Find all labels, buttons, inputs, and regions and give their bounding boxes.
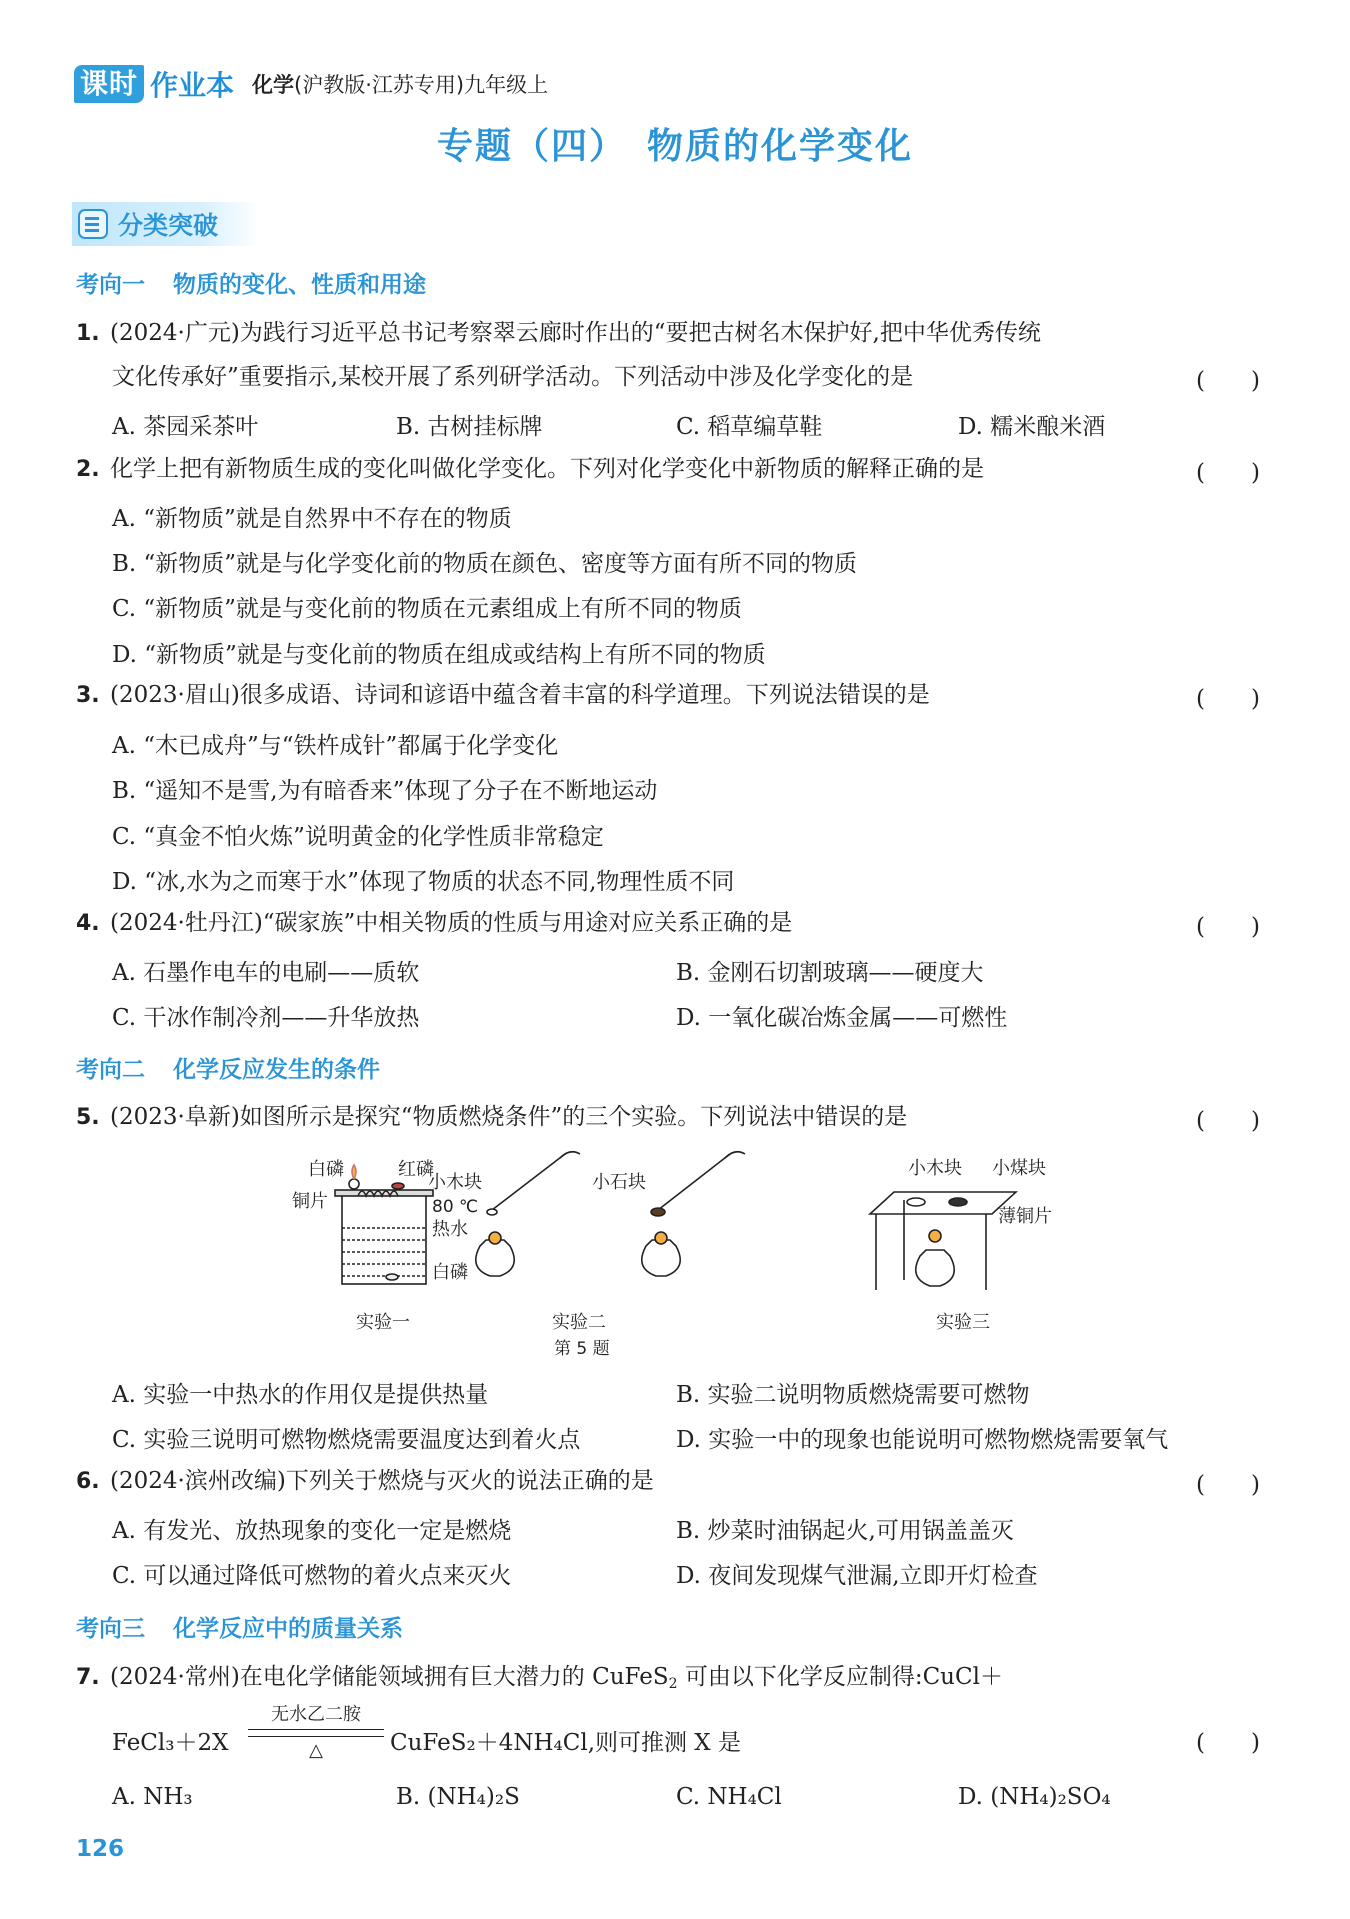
exp2-wood: 小木块: [428, 1172, 482, 1193]
q1-option-d: D. 糯米酿米酒: [958, 414, 1106, 440]
q2-option-b: B. “新物质”就是与化学变化前的物质在颜色、密度等方面有所不同的物质: [112, 551, 858, 577]
topic-heading-1: 考向一 物质的变化、性质和用途: [76, 272, 426, 298]
q3-option-a: A. “木已成舟”与“铁杵成针”都属于化学变化: [112, 733, 559, 759]
exp3-wood: 小木块: [908, 1158, 962, 1179]
q7-option-d: D. (NH₄)₂SO₄: [958, 1784, 1111, 1810]
exp2-stone: 小石块: [592, 1172, 646, 1193]
figure-caption: 第 5 题: [554, 1339, 610, 1359]
brand-logo: 课时: [74, 65, 144, 103]
equation-condition-above: 无水乙二胺: [271, 1704, 361, 1725]
section-banner: [72, 202, 260, 246]
q1-option-b: B. 古树挂标牌: [396, 414, 543, 440]
q5-option-d: D. 实验一中的现象也能说明可燃物燃烧需要氧气: [676, 1427, 1169, 1453]
experiment-2-apparatus: [476, 1152, 745, 1276]
q1-option-a: A. 茶园采茶叶: [112, 414, 259, 440]
q2-option-c: C. “新物质”就是与变化前的物质在元素组成上有所不同的物质: [112, 596, 742, 622]
exp1-hot-water: 热水: [432, 1219, 468, 1240]
exp3-label: 实验三: [936, 1312, 990, 1333]
q2-option-d: D. “新物质”就是与变化前的物质在组成或结构上有所不同的物质: [112, 642, 766, 668]
exp3-coal: 小煤块: [992, 1158, 1046, 1179]
equation-left: FeCl₃＋2X: [112, 1730, 229, 1756]
question-2-line1: 2. 化学上把有新物质生成的变化叫做化学变化。下列对化学变化中新物质的解释正确的是: [76, 456, 984, 482]
equation-condition-below: △: [309, 1740, 323, 1761]
answer-paren-6: ( ): [1196, 1472, 1260, 1498]
question-3-line1: 3. (2023·眉山)很多成语、诗词和谚语中蕴含着丰富的科学道理。下列说法错误的是: [76, 682, 930, 708]
exp1-copper: 铜片: [292, 1191, 328, 1212]
page-title: 专题（四） 物质的化学变化: [436, 126, 913, 167]
question-6-line1: 6. (2024·滨州改编)下列关于燃烧与灭火的说法正确的是: [76, 1468, 654, 1494]
q7-option-b: B. (NH₄)₂S: [396, 1784, 520, 1810]
answer-paren-4: ( ): [1196, 914, 1260, 940]
subject-info: 化学(沪教版·江苏专用)九年级上: [252, 73, 549, 97]
experiment-1-apparatus: [335, 1165, 433, 1284]
section-label: 分类突破: [118, 211, 219, 240]
equation-right: CuFeS₂＋4NH₄Cl,则可推测 X 是: [390, 1730, 741, 1756]
q5-option-b: B. 实验二说明物质燃烧需要可燃物: [676, 1382, 1030, 1408]
exp1-temp: 80 ℃: [432, 1197, 479, 1217]
answer-paren-1: ( ): [1196, 368, 1260, 394]
exp1-red-p: 红磷: [398, 1159, 434, 1180]
question-7-line1: 7. (2024·常州)在电化学储能领域拥有巨大潜力的 CuFeS$_2$ 可由以下化学反应制得:CuCl＋: [76, 1664, 1003, 1692]
question-5-line1: 5. (2023·阜新)如图所示是探究“物质燃烧条件”的三个实验。下列说法中错误的是: [76, 1104, 908, 1130]
question-4-line1: 4. (2024·牡丹江)“碳家族”中相关物质的性质与用途对应关系正确的是: [76, 910, 793, 936]
stack-icon: [78, 209, 108, 239]
combustion-experiments-figure: [280, 1140, 1080, 1365]
q4-option-a: A. 石墨作电车的电刷——质软: [112, 960, 420, 986]
q4-option-b: B. 金刚石切割玻璃——硬度大: [676, 960, 984, 986]
topic-heading-3: 考向三 化学反应中的质量关系: [76, 1616, 403, 1642]
exp2-label: 实验二: [552, 1312, 606, 1333]
header-brand: [74, 64, 548, 104]
q6-option-b: B. 炒菜时油锅起火,可用锅盖盖灭: [676, 1518, 1014, 1544]
question-1-line1: 1. (2024·广元)为践行习近平总书记考察翠云廊时作出的“要把古树名木保护好,把中华优秀传统: [76, 320, 1041, 346]
answer-paren-7: ( ): [1196, 1730, 1260, 1756]
q7-option-c: C. NH₄Cl: [676, 1784, 782, 1810]
q5-option-a: A. 实验一中热水的作用仅是提供热量: [112, 1382, 489, 1408]
topic-heading-2: 考向二 化学反应发生的条件: [76, 1057, 380, 1083]
page-number: 126: [76, 1836, 125, 1862]
answer-paren-2: ( ): [1196, 460, 1260, 486]
brand-name: 作业本: [150, 69, 235, 102]
q6-option-a: A. 有发光、放热现象的变化一定是燃烧: [112, 1518, 512, 1544]
q3-option-d: D. “冰,水为之而寒于水”体现了物质的状态不同,物理性质不同: [112, 869, 735, 895]
q7-option-a: A. NH₃: [112, 1784, 193, 1810]
equation-equals-sign: [248, 1729, 384, 1737]
q2-option-a: A. “新物质”就是自然界中不存在的物质: [112, 506, 512, 532]
question-7-equation: [112, 1700, 1172, 1766]
question-1-line2: 文化传承好”重要指示,某校开展了系列研学活动。下列活动中涉及化学变化的是: [112, 364, 914, 390]
q5-option-c: C. 实验三说明可燃物燃烧需要温度达到着火点: [112, 1427, 581, 1453]
answer-paren-3: ( ): [1196, 686, 1260, 712]
q4-option-d: D. 一氧化碳冶炼金属——可燃性: [676, 1005, 1008, 1031]
experiment-3-apparatus: [870, 1192, 1016, 1290]
exp1-label: 实验一: [356, 1312, 410, 1333]
exp1-white-p-water: 白磷: [432, 1262, 468, 1283]
q3-option-c: C. “真金不怕火炼”说明黄金的化学性质非常稳定: [112, 824, 604, 850]
q6-option-c: C. 可以通过降低可燃物的着火点来灭火: [112, 1563, 512, 1589]
q3-option-b: B. “遥知不是雪,为有暗香来”体现了分子在不断地运动: [112, 778, 658, 804]
exp1-white-p: 白磷: [308, 1159, 344, 1180]
answer-paren-5: ( ): [1196, 1108, 1260, 1134]
q6-option-d: D. 夜间发现煤气泄漏,立即开灯检查: [676, 1563, 1038, 1589]
exp3-copper: 薄铜片: [998, 1206, 1052, 1227]
q1-option-c: C. 稻草编草鞋: [676, 414, 823, 440]
q4-option-c: C. 干冰作制冷剂——升华放热: [112, 1005, 420, 1031]
